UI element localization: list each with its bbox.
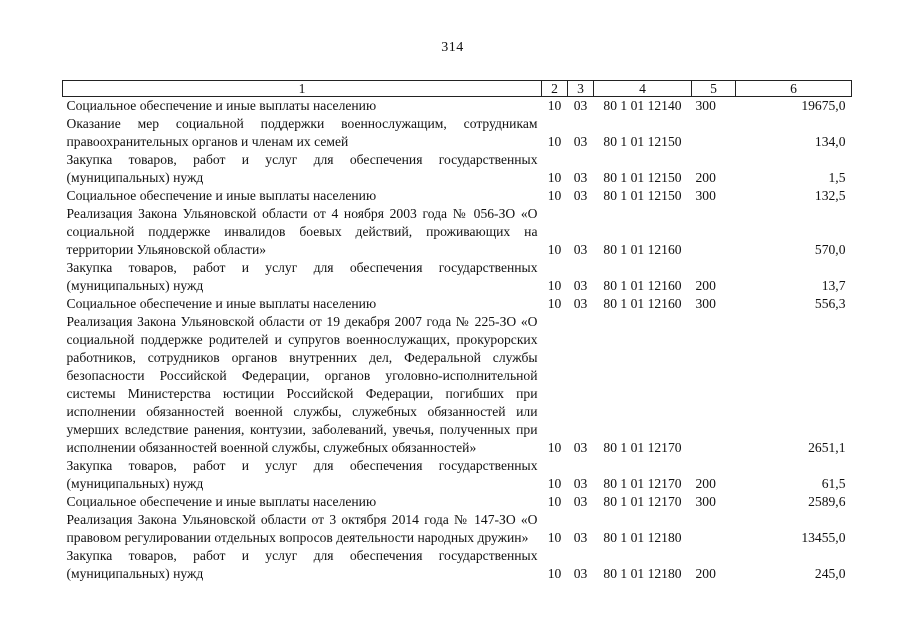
table-row [63,97,852,116]
target-article-cell: 80 1 01 12150 [603,188,682,203]
row-name-cell: Закупка товаров, работ и услуг для обеспечения государственных (муниципальных) нужд [66,152,538,185]
table-row [63,313,852,457]
table-row [63,457,852,493]
section-code-cell: 10 [547,278,562,293]
amount-cell: 132,5 [814,188,846,203]
subsection-code-cell: 03 [573,188,588,203]
table-row [63,547,852,583]
column-header-5: 5 [692,81,736,97]
amount-cell: 1,5 [828,170,846,185]
expense-type-cell [692,313,736,457]
subsection-code-cell: 03 [573,170,588,185]
target-article-cell: 80 1 01 12160 [603,296,682,311]
section-code-cell: 10 [547,134,562,149]
row-name-cell: Социальное обеспечение и иные выплаты населению [66,494,377,509]
target-article-cell: 80 1 01 12170 [603,494,682,509]
target-article-cell: 80 1 01 12160 [603,278,682,293]
section-code-cell: 10 [547,494,562,509]
expense-type-cell: 300 [695,188,716,203]
expense-type-cell: 300 [695,98,716,113]
target-article-cell: 80 1 01 12150 [603,134,682,149]
row-name-cell: Закупка товаров, работ и услуг для обеспечения государственных (муниципальных) нужд [66,260,538,293]
amount-cell: 245,0 [814,566,846,581]
subsection-code-cell: 03 [573,278,588,293]
expense-type-cell: 200 [695,170,716,185]
target-article-cell: 80 1 01 12140 [603,98,682,113]
subsection-code-cell: 03 [573,440,588,455]
subsection-code-cell: 03 [573,134,588,149]
target-article-cell: 80 1 01 12170 [603,476,682,491]
table-row [63,115,852,151]
row-name-cell: Оказание мер социальной поддержки военнослужащим, сотрудникам правоохранительных органов и членам их семей [66,116,538,149]
table-row [63,187,852,205]
expense-type-cell: 200 [695,566,716,581]
amount-cell: 556,3 [814,296,846,311]
section-code-cell: 10 [547,242,562,257]
column-header-4: 4 [594,81,692,97]
row-name-cell: Закупка товаров, работ и услуг для обеспечения государственных (муниципальных) нужд [66,458,538,491]
column-header-6: 6 [736,81,852,97]
table-header [63,81,852,97]
target-article-cell: 80 1 01 12160 [603,242,682,257]
table-body [63,97,852,584]
subsection-code-cell: 03 [573,494,588,509]
target-article-cell: 80 1 01 12150 [603,170,682,185]
amount-cell: 13,7 [821,278,846,293]
subsection-code-cell: 03 [573,476,588,491]
section-code-cell: 10 [547,170,562,185]
expense-type-cell [692,511,736,547]
section-code-cell: 10 [547,188,562,203]
subsection-code-cell: 03 [573,242,588,257]
expense-type-cell [692,205,736,259]
expense-type-cell: 200 [695,278,716,293]
table-row [63,295,852,313]
table-row [63,151,852,187]
subsection-code-cell: 03 [573,566,588,581]
row-name-cell: Реализация Закона Ульяновской области от 19 декабря 2007 года № 225-ЗО «О социальной поддержке родителей и супругов военнослужащих, прокурорских работников, сотрудников органов внутренних дел, Федеральной службы безопасности Российской Федерации, органов уголовно-исполнительной системы Министерства юстиции Российской Федерации, погибших при исполнении обязанностей военной службы, служебных обязанностей или умерших вследствие ранения, контузии, заболеваний, увечья, полученных при исполнении обязанностей военной службы, служебных обязанностей» [66,314,538,455]
row-name-cell: Социальное обеспечение и иные выплаты населению [66,98,377,113]
column-header-3: 3 [568,81,594,97]
row-name-cell: Реализация Закона Ульяновской области от 4 ноября 2003 года № 056-ЗО «О социальной поддержке инвалидов боевых действий, проживающих на территории Ульяновской области» [66,206,538,257]
section-code-cell: 10 [547,296,562,311]
table-row [63,511,852,547]
expense-type-cell: 200 [695,476,716,491]
amount-cell: 2651,1 [808,440,846,455]
target-article-cell: 80 1 01 12170 [603,440,682,455]
page-number: 314 [441,40,464,55]
budget-table [62,80,852,583]
row-name-cell: Закупка товаров, работ и услуг для обеспечения государственных (муниципальных) нужд [66,548,538,581]
expense-type-cell: 300 [695,494,716,509]
expense-type-cell: 300 [695,296,716,311]
row-name-cell: Социальное обеспечение и иные выплаты населению [66,188,377,203]
section-code-cell: 10 [547,440,562,455]
section-code-cell: 10 [547,530,562,545]
target-article-cell: 80 1 01 12180 [603,566,682,581]
amount-cell: 2589,6 [808,494,846,509]
section-code-cell: 10 [547,566,562,581]
amount-cell: 61,5 [821,476,846,491]
table-row [63,259,852,295]
section-code-cell: 10 [547,98,562,113]
expense-type-cell [692,115,736,151]
row-name-cell: Социальное обеспечение и иные выплаты населению [66,296,377,311]
table-row [63,205,852,259]
subsection-code-cell: 03 [573,98,588,113]
section-code-cell: 10 [547,476,562,491]
amount-cell: 570,0 [814,242,846,257]
amount-cell: 19675,0 [801,98,846,113]
table-row [63,493,852,511]
amount-cell: 134,0 [814,134,846,149]
amount-cell: 13455,0 [801,530,846,545]
subsection-code-cell: 03 [573,296,588,311]
row-name-cell: Реализация Закона Ульяновской области от 3 октября 2014 года № 147-ЗО «О правовом регулировании отдельных вопросов деятельности народных дружин» [66,512,538,545]
subsection-code-cell: 03 [573,530,588,545]
target-article-cell: 80 1 01 12180 [603,530,682,545]
column-header-1: 1 [63,81,542,97]
header-row [63,81,852,97]
column-header-2: 2 [542,81,568,97]
